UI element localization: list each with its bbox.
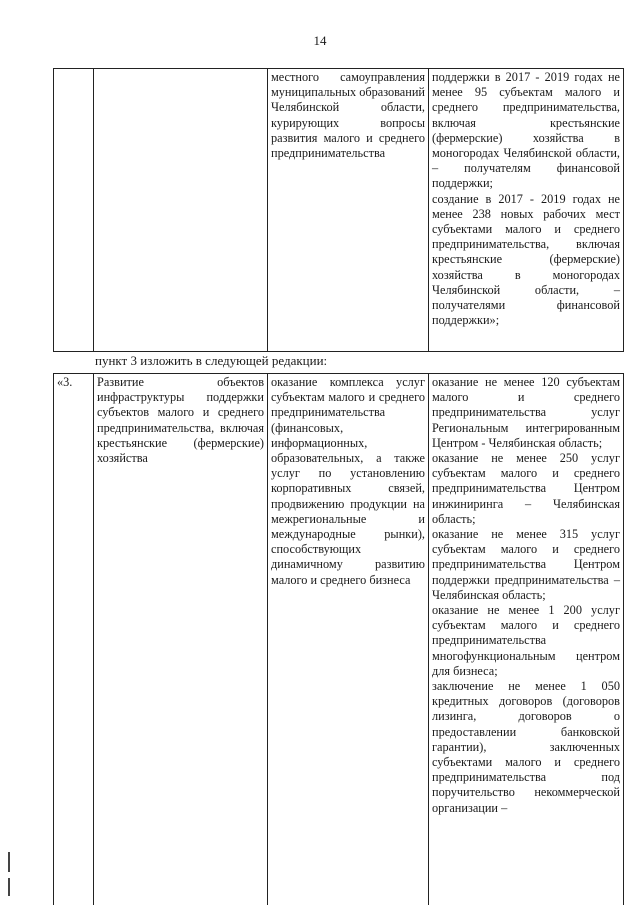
cell-executor: местного самоуправления муниципальных образований Челябинской области, курирующих вопросы развития малого и среднего предпринимательства: [268, 69, 429, 352]
cell-expected-result: поддержки в 2017 - 2019 годах не менее 95 субъектам малого и среднего предпринимательства, включая крестьянские (фермерские) хозяйства в моногородах Челябинской области, – получателям финансовой поддержки; создание в 2017 - 2019 годах не менее 238 новых рабочих мест субъектами малого и среднего предпринимательства, включая крестьянские (фермерские) хозяйства в моногородах Челябинской области, – получателями финансовой поддержки»;: [429, 69, 624, 352]
cell-executor: оказание комплекса услуг субъектам малого и среднего предпринимательства (финансовых, информационных, образовательных, а также услуг по установлению корпоративных связей, продвижению продукции на межрегиональные и международные рынки), способствующих динамичному развитию малого и среднего бизнеса: [268, 374, 429, 905]
new-table-viewport: [53, 373, 625, 905]
new-table: [53, 373, 624, 905]
table-row: [54, 69, 624, 352]
scan-margin-mark: [8, 878, 10, 896]
cell-expected-result: оказание не менее 120 субъектам малого и среднего предпринимательства услуг Региональным интегрированным Центром - Челябинская область; оказание не менее 250 услуг субъектам малого и среднего предпринимательства Центром инжиниринга – Челябинская область; оказание не менее 315 услуг субъектам малого и среднего предпринимательства Центром поддержки предпринимательства – Челябинская область; оказание не менее 1 200 услуг субъектам малого и среднего предпринимательства многофункциональным центром для бизнеса; заключение не менее 1 050 кредитных договоров (договоров лизинга, договоров о предоставлении банковской гарантии), заключенных субъектами малого и среднего предпринимательства под поручительство некоммерческой организации –: [429, 374, 624, 905]
cell-event-name: [94, 69, 268, 352]
cell-number: «3.: [54, 374, 94, 905]
cell-number: [54, 69, 94, 352]
continued-table: [53, 68, 624, 352]
cell-event-name: Развитие объектов инфраструктуры поддержки субъектов малого и среднего предпринимательства, включая крестьянские (фермерские) хозяйства: [94, 374, 268, 905]
table-row: [54, 374, 624, 905]
amendment-intro-text: пункт 3 изложить в следующей редакции:: [95, 353, 328, 368]
scan-margin-mark: [8, 852, 10, 872]
page-number: 14: [313, 33, 327, 48]
